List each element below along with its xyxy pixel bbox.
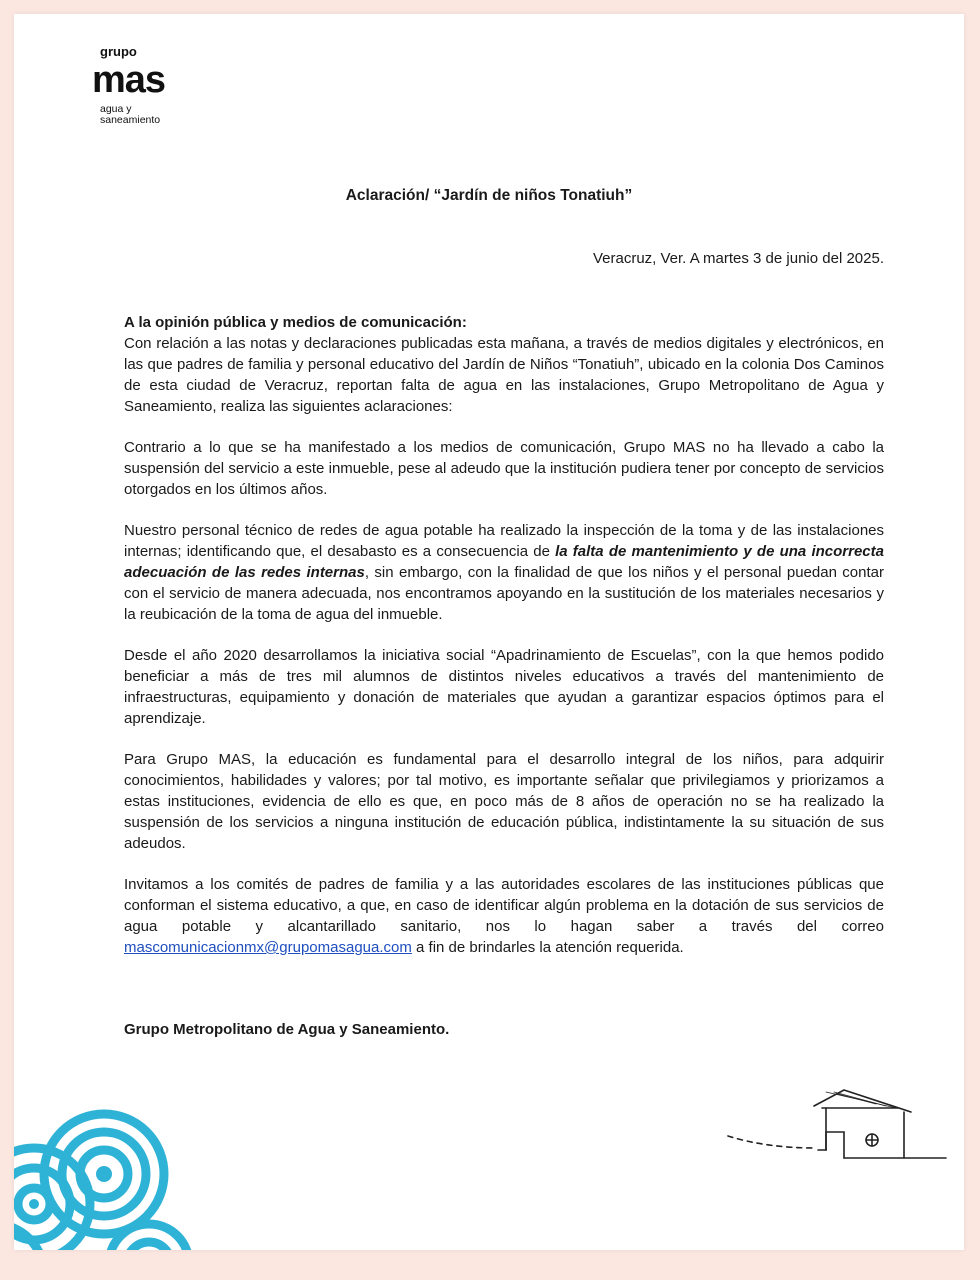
paragraph-2: Contrario a lo que se ha manifestado a los medios de comunicación, Grupo MAS no ha llevado a cabo la suspensión del servicio a este inmueble, pese al adeudo que la institución pudiera tener por concepto de servicios otorgados en los últimos años.	[124, 439, 884, 498]
paragraph-4: Desde el año 2020 desarrollamos la iniciativa social “Apadrinamiento de Escuelas”, con la que hemos podido beneficiar a más de tres mil alumnos de distintos niveles educativos a través del mantenimiento de infraestructuras, equipamiento y donación de materiales que ayudan a garantizar espacios óptimos para el aprendizaje.	[124, 647, 884, 727]
paragraph-5: Para Grupo MAS, la educación es fundamental para el desarrollo integral de los niños, para adquirir conocimientos, habilidades y valores; por tal motivo, es importante señalar que privilegiamos y priorizamos a estas instituciones, evidencia de ello es que, en poco más de 8 años de operación no se ha realizado la suspensión de los servicios a ninguna institución de educación pública, indistintamente la su situación de sus adeudos.	[124, 751, 884, 852]
svg-text:mas: mas	[92, 59, 166, 101]
greeting: A la opinión pública y medios de comunicación:	[124, 314, 467, 331]
paragraph-intro	[124, 312, 884, 417]
paragraph-3	[124, 520, 884, 625]
document-title: Aclaración/ “Jardín de niños Tonatiuh”	[345, 187, 633, 204]
logo-sub-line2: saneamiento	[100, 114, 161, 126]
grupo-mas-logo	[92, 44, 222, 124]
decorative-circles-graphic	[14, 1104, 214, 1250]
logo-sub-line1: agua y	[100, 103, 132, 115]
house-sketch-illustration	[726, 1084, 951, 1164]
paragraph-6	[124, 874, 884, 958]
paragraph-3-emphasis: la falta de mantenimiento y de una incorrecta adecuación de las redes internas	[124, 543, 884, 581]
logo-grupo-text: grupo	[100, 44, 137, 59]
email-link[interactable]: mascomunicacionmx@grupomasagua.com	[124, 939, 412, 956]
paragraph-6-text-b: a fin de brindarles la atención requerida.	[411, 939, 684, 956]
document-page	[14, 14, 964, 1250]
paragraph-3-text-a: Nuestro personal técnico de redes de agua potable ha realizado la inspección de la toma y de las instalaciones internas; identificando que, el desabasto es a consecuencia de	[124, 522, 884, 560]
document-body	[124, 312, 884, 978]
dateline: Veracruz, Ver. A martes 3 de junio del 2025.	[592, 250, 884, 267]
paragraph-6-text-a: Invitamos a los comités de padres de familia y a las autoridades escolares de las instituciones públicas que conforman el sistema educativo, a que, en caso de identificar algún problema en la dotación de sus servicios de agua potable y alcantarillado sanitario, nos lo hagan saber a través del correo	[124, 876, 884, 935]
paragraph-3-text-b: , sin embargo, con la finalidad de que los niños y el personal puedan contar con el servicio de manera adecuada, nos encontramos apoyando en la sustitución de los materiales necesarios y la reubicación de la toma de agua del inmueble.	[124, 564, 884, 623]
logo-subtitle	[100, 104, 160, 126]
logo-mas-wordmark	[92, 58, 202, 104]
signature: Grupo Metropolitano de Agua y Saneamiento.	[124, 1021, 450, 1038]
paragraph-1-text: Con relación a las notas y declaraciones publicadas esta mañana, a través de medios digitales y electrónicos, en las que padres de familia y personal educativo del Jardín de Niños “Tonatiuh”, ubicado en la colonia Dos Caminos de esta ciudad de Veracruz, reportan falta de agua en las instalaciones, Grupo Metropolitano de Agua y Saneamiento, realiza las siguientes aclaraciones:	[124, 335, 884, 415]
